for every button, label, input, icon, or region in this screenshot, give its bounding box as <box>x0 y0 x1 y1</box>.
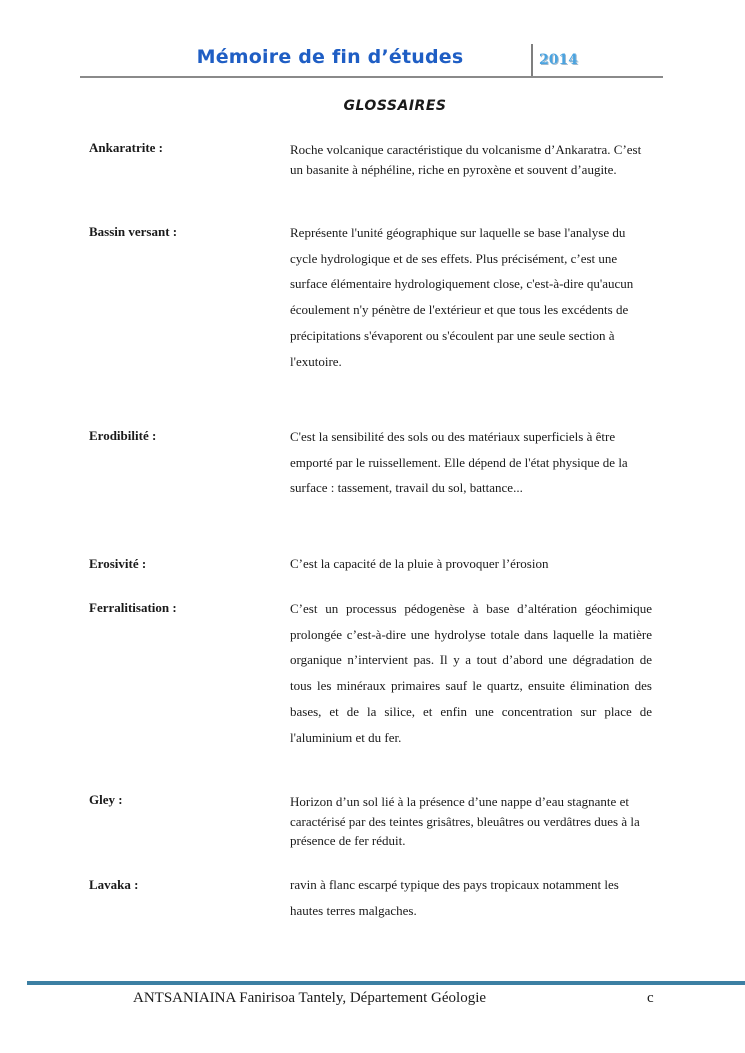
glossary-definition: Roche volcanique caractéristique du volcanisme d’Ankaratra. C’est un basanite à néphéline, riche en pyroxène et souvent d’augite. <box>290 142 642 177</box>
glossary-definition: Représente l'unité géographique sur laquelle se base l'analyse du cycle hydrologique et de ses effets. Plus précisément, c’est une surface élémentaire hydrologiquement close, c'est-à-dire qu'aucun écoulement n'y pénètre de l'extérieur et que tous les excédents de précipitations s'évaporent ou s'écoulent par une seule section à l'exutoire. <box>290 225 634 369</box>
header-divider <box>531 44 533 76</box>
glossary-definition: C'est la sensibilité des sols ou des matériaux superficiels à être emporté par le ruissellement. Elle dépend de l'état physique de la surface : tassement, travail du sol, battance... <box>290 429 628 496</box>
glossary-term: Gley : <box>89 792 123 807</box>
glossary-definition: ravin à flanc escarpé typique des pays tropicaux notamment les hautes terres malgaches. <box>290 877 619 918</box>
footer-author: ANTSANIAINA Fanirisoa Tantely, Département Géologie <box>133 990 487 1006</box>
glossary-definition: C’est la capacité de la pluie à provoquer l’érosion <box>290 556 549 571</box>
page-number: c <box>647 990 654 1006</box>
page-title: GLOSSAIRES <box>343 98 447 114</box>
document-header-title: Mémoire de fin d’études <box>196 46 464 68</box>
glossary-definition: Horizon d’un sol lié à la présence d’une nappe d’eau stagnante et caractérisé par des teintes grisâtres, bleuâtres ou verdâtres dues à la présence de fer réduit. <box>290 794 640 848</box>
glossary-term: Lavaka : <box>89 877 139 892</box>
header-year: 2014 <box>539 52 578 68</box>
glossary-term: Erosivité : <box>89 556 147 571</box>
footer-rule <box>27 981 745 985</box>
glossary-term: Ferralitisation : <box>89 600 177 615</box>
glossary-definition: C’est un processus pédogenèse à base d’altération géochimique prolongée c’est-à-dire une hydrolyse totale dans laquelle la matière organique n’intervient pas. Il y a tout d’abord une dégradation de tous les minéraux primaires sauf le quartz, ensuite élimination des bases, et de la silice, et enfin une concentration sur place de l'aluminium et du fer. <box>290 601 652 745</box>
glossary-term: Bassin versant : <box>89 224 178 239</box>
header-rule <box>80 76 663 78</box>
glossary-term: Ankaratrite : <box>89 140 164 155</box>
glossary-term: Erodibilité : <box>89 428 157 443</box>
